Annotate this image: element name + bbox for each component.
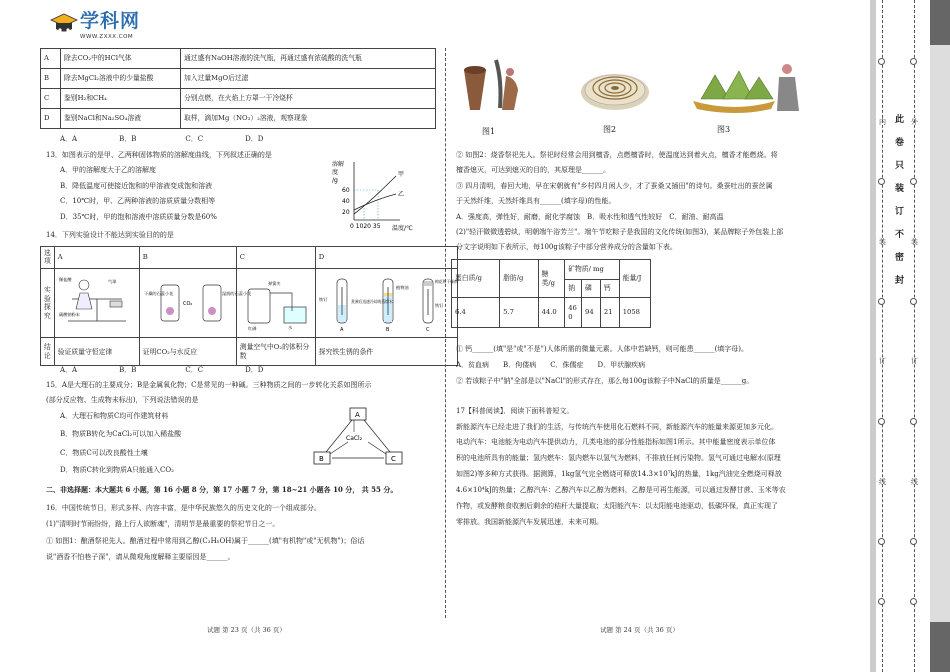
red-phosphorus-apparatus-icon [240,271,312,333]
q12-method-a: 通过盛有NaOH溶液的洗气瓶，再通过盛有浓硫酸的洗气瓶 [181,49,436,69]
head-calcium: 钙 [600,280,619,298]
outer-char-4: 线 [911,478,918,486]
outer-char-2: 装 [911,238,918,246]
q12-goal-d: 鉴别NaCl和Na₂SO₄溶液 [61,109,181,129]
q14-conclusion-c: 测量空气中O₂的体积分数 [236,338,315,366]
r-para-8: ① 钙______(填"是"或"不是")人体所需的微量元素。人体中若缺钙，则可能患______(填字母)。 [456,345,749,353]
graph-ylabel-2: 度 [332,169,339,176]
inner-cut-line [882,0,883,672]
q17-line-7: 零排放。我国新能源汽车发展迅速，未来可期。 [456,518,603,526]
r-para-4: 于天然纤维，天然纤维具有______(填字母)的性能。 [456,197,616,205]
warn-char-1: 此 [895,115,905,125]
inner-char-1: 内 [879,118,886,126]
label-d-dryer: 棉花和干燥剂 [434,278,458,284]
series-yi-label: 乙 [398,191,405,198]
q13-stem: 13．如图表示的是甲、乙两种固体物质的溶解度曲线，下列叙述正确的是 [46,151,272,159]
q13-option-d: D．35℃时，甲的饱和溶液中溶质质量分数是60% [60,213,217,221]
binding-gutter [870,0,950,672]
node-a: A [355,411,360,419]
outer-cut-line [914,0,915,672]
q12-method-c: 分别点燃，在火焰上方罩一干冷烧杯 [181,89,436,109]
val-fat: 5.7 [500,298,538,328]
section2-title: 二、非选择题：本大题共 6 小题，第 16 小题 8 分，第 17 小题 7 分，第 18~21 小题各 10 分， 共 55 分。 [46,485,398,494]
outer-char-1: 外 [911,118,918,126]
q17-line-2: 电动汽车：电池能为电动汽车提供动力，几类电池的部分性能指标如图1所示。其中能量密度表示单位体 [456,438,776,446]
q14-img-d [315,268,457,337]
r-para-1: ② 如图2：烧香祭祀先人。祭祀时经常会用到檀香，点燃檀香时，使温度达到着火点，檀香才能燃烧。将 [456,151,778,159]
figure-3-caption: 图3 [717,125,731,134]
inner-char-4: 线 [879,478,886,486]
q12-opt-a: A [41,49,61,69]
val-phosphorus: 94 [582,298,601,328]
q15-option-a: A．大理石和物质C均可作建筑材料 [60,412,169,420]
label-d-oil: 植物油 [395,284,409,290]
q12-table [40,48,436,129]
figure-1-caption: 图1 [482,127,496,136]
graduation-cap-icon [50,12,78,38]
label-c-phosphorus: 红磷 [247,325,257,331]
solubility-graph [330,158,420,232]
q14-head-c: C [236,247,315,269]
q14-img-c [236,268,315,337]
q15-stem-2: (部分反应物、生成物未标出)，下列说法错误的是 [46,396,199,404]
inner-char-2: 装 [879,238,886,246]
r-para-3: ③ 四月清明，春回大地，早在宋朝就有"乡村四月闲人少，才了蚕桑又插田"的诗句。桑蚕吐出的蚕丝属 [456,182,773,190]
q14-choices: A．A B．B C．C D．D [60,366,264,374]
binding-hole-icon [910,58,917,65]
binding-hole-icon [878,58,885,65]
graph-xticks: 0 1020 35 [350,223,381,230]
val-sugar: 44.0 [538,298,565,328]
q14-head-option: 选项 [41,247,55,269]
val-protein: 6.4 [452,298,500,328]
head-phosphorus: 磷 [582,280,601,298]
figure-2-image [575,60,655,116]
binding-hole-icon [878,298,885,305]
conversion-diagram [310,406,410,468]
label-c-clip: 弹簧夹 [267,280,281,286]
warn-char-5: 订 [895,207,905,217]
q16-line-2: (1)"清明时节雨纷纷，路上行人欲断魂"，清明节是最重要的祭祀节日之一。 [46,520,280,528]
q15-option-b: B．物质B转化为CaCl₂可以加入稀盐酸 [60,430,182,438]
head-energy: 能量/J [619,260,650,298]
r-para-7: 分文字说明如下表所示，每100g该粽子中部分营养成分的含量如下表。 [456,243,677,251]
binding-hole-icon [878,538,885,545]
q12-opt-d: D [41,109,61,129]
val-calcium: 21 [600,298,619,328]
head-fat: 脂肪/g [500,260,538,298]
binding-hole-icon [878,598,885,605]
q13-option-b: B．降低温度可使接近饱和的甲溶液变成饱和溶液 [60,182,213,190]
q12-opt-c: C [41,89,61,109]
warn-char-2: 卷 [895,138,905,148]
graph-xlabel: 温度/℃ [392,225,413,232]
head-minerals: 矿物质/ mg [565,260,619,280]
gutter-strip-outer [930,0,950,672]
q14-conclusion-b: 证明CO₂与水反应 [139,338,236,366]
curve-jia [354,176,396,214]
logo-name: 学科网 [80,10,141,32]
head-sugar: 糖类/g [538,260,565,298]
warn-char-3: 只 [895,161,905,171]
q12-opt-b: B [41,69,61,89]
tube-b-label: B [385,326,390,333]
figure-3-image [685,55,805,113]
q14-conclusion-d: 探究铁生锈的条件 [315,338,457,366]
q17-line-4: 如图2)等多种方式获得。据测算，1kg氢气完全燃烧可释放14.3×10⁷kJ的热量，1kg汽油完全燃烧可释放 [456,470,782,478]
binding-hole-icon [910,598,917,605]
inner-char-3: 订 [879,357,886,365]
node-b: B [319,455,324,463]
q13-option-c: C．10℃时，甲、乙两种溶液的溶质质量分数相等 [60,197,216,205]
page-divider [445,48,446,618]
tube-a-label: A [339,326,344,333]
q15-option-c: C．物质C可以改良酸性土壤 [60,449,148,457]
label-b-dry: 干燥的石蕊小花 [143,290,174,296]
q16-line-3: ① 如图1：酿酒祭祀先人。酿酒过程中常用到乙醇(C₂H₅OH)属于______(填"有机物"或"无机物")；俗话 [46,537,365,545]
q14-img-a [54,268,139,337]
label-a-powder: 碳酸钠粉末 [58,311,80,317]
q14-row-label: 实验探究 [41,268,55,337]
label-d-nail2: 铁钉 [434,302,444,308]
q17-line-1: 新能源汽车已经走进了我们的生活，与传统汽车使用化石燃料不同，新能源汽车的能量来源更加多元化。 [456,423,778,431]
label-d-water: 煮沸后迅速冷却的蒸馏水 [350,298,393,304]
graph-ylabel-1: 溶解 [332,161,345,168]
q12-goal-c: 鉴别H₂和CH₄ [61,89,181,109]
figure-2-caption: 图2 [603,125,617,134]
q14-head-d: D [315,247,457,269]
figure-1-image [456,50,526,120]
warn-char-7: 密 [895,253,905,263]
q12-method-d: 取样，滴加Mg（NO₃）₂溶液，观察现象 [181,109,436,129]
val-energy: 1058 [619,298,650,328]
tube-c-label: C [425,326,430,333]
footer-left: 试题 第 23 页（共 36 页） [207,626,286,634]
r-para-10: ② 若该粽子中"钠"全部是以"NaCl"的形式存在，那么每100g该粽子中NaCl的质量是______g。 [456,377,754,385]
footer-right: 试题 第 24 页（共 36 页） [600,626,679,634]
q12-choices: A．A B．B C．C D．D [60,135,264,143]
warn-char-8: 封 [895,276,905,286]
gutter-strip-inner [870,0,876,672]
node-center: CaCl₂ [346,435,363,442]
series-jia-label: 甲 [398,171,405,178]
q15-stem-1: 15．A是大理石的主要成分；B是金属氧化物；C是常见的一种碱。三种物质之间的一步转化关系如图所示 [46,381,372,389]
logo-url: WWW.ZXXX.COM [80,34,134,40]
val-sodium: 460 [565,298,582,328]
q14-conclusion-a: 验证质量守恒定律 [54,338,139,366]
warn-char-4: 装 [895,184,905,194]
gutter-strip-top [930,0,950,45]
label-d-nail1: 铁钉 [318,296,328,302]
q17-line-5: 4.6×10⁴kJ的热量；乙醇汽车：乙醇汽车以乙醇为燃料，乙醇是可再生能源，可以通过发酵甘蔗、玉米等农 [456,486,786,494]
q14-table [40,246,458,366]
binding-hole-icon [910,418,917,425]
balance-apparatus-icon [58,271,136,333]
binding-hole-icon [910,538,917,545]
binding-hole-icon [910,298,917,305]
label-b-co2: CO₂ [182,300,193,307]
q14-conclusion-label: 结论 [41,338,55,366]
head-protein: 蛋白质/g [452,260,500,298]
q15-option-d: D．物质C转化到物质A只能通入CO₂ [60,466,174,474]
outer-char-3: 订 [911,357,918,365]
r-para-9: A．贫血病 B．佝偻病 C．侏儒症 D．甲状腺疾病 [456,361,646,369]
q14-head-a: A [54,247,139,269]
q16-line-1: 16．中国传统节日，形式多样、内容丰富，是中华民族悠久的历史文化的一个组成部分。 [46,504,321,512]
logo [50,10,150,44]
graph-ytick-60: 60 [342,187,350,194]
warn-char-6: 不 [895,230,905,240]
q17-title: 17【科普阅读】．阅读下面科普短文。 [456,407,574,415]
graph-ytick-40: 40 [342,198,350,205]
q16-line-4: 说"酒香不怕巷子深"，请从微观角度解释主要原因是______。 [46,553,235,561]
label-a-balloon: 气球 [107,278,117,284]
iron-nail-tubes-icon [318,271,458,333]
q14-stem: 14．下列实验设计不能达到实验目的的是 [46,231,174,239]
r-para-5: A．强度高，弹性好，耐磨，耐化学腐蚀 B．吸水性和透气性较好 C．耐油、耐高温 [456,213,724,221]
binding-hole-icon [878,178,885,185]
head-sodium: 钠 [565,280,582,298]
node-c: C [391,455,396,463]
label-b-wet: 湿润的石蕊小花 [221,290,252,296]
graph-ytick-20: 20 [342,209,350,216]
q17-line-6: 作物，或发酵粮食收割后剩余的秸秆大量提取；太阳能汽车：以太阳能电池驱动，低碳环保，真正实现了 [456,502,778,510]
nutrition-table [451,259,651,328]
q12-goal-b: 除去MgCl₂溶液中的少量盐酸 [61,69,181,89]
binding-hole-icon [878,418,885,425]
q13-option-a: A．甲的溶解度大于乙的溶解度 [60,166,157,174]
label-a-acid: 稀盐酸 [58,276,72,282]
r-para-2: 檀香熄灭，可达到熄灭的目的，其原理是______。 [456,166,610,174]
gutter-strip-bottom [930,622,950,672]
q14-head-b: B [139,247,236,269]
q12-goal-a: 除去CO₂中的HCl气体 [61,49,181,69]
q17-line-3: 积的电池所具有的能量；氢内燃车：氢内燃车以氢气为燃料，不排放任何污染物。氢气可通过电解水(原理 [456,454,781,462]
graph-ylabel-3: /g [332,177,338,184]
q12-method-b: 加入过量MgO后过滤 [181,69,436,89]
r-para-6: (2)"轻汗微微透碧纨，明朝端午浴芳兰"。端午节吃粽子是我国的文化传统(如图3)，某品牌粽子外包装上部 [456,228,784,236]
binding-hole-icon [910,178,917,185]
label-c-water: 水 [287,324,292,330]
